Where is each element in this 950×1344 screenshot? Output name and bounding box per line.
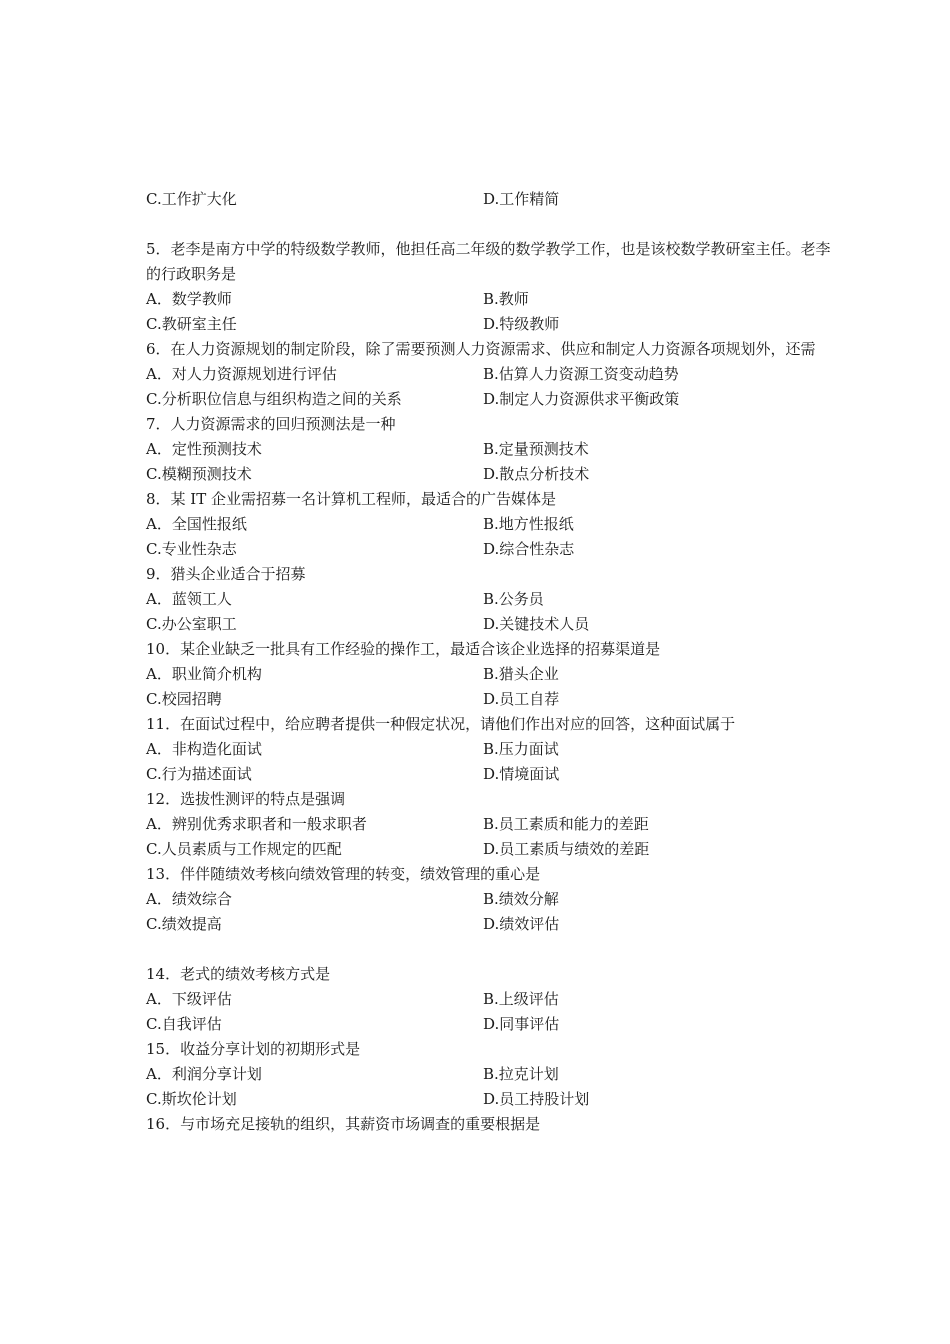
option-row (146, 387, 836, 412)
question-block (146, 487, 836, 562)
question-text: 8．某 IT 企业需招募一名计算机工程师，最适合的广告媒体是 (146, 490, 557, 508)
option-row (146, 437, 836, 462)
option-row (146, 537, 836, 562)
option-row (146, 1012, 836, 1037)
answer-option: A．非构造化面试 (146, 740, 262, 758)
option-row (146, 662, 836, 687)
question-block (146, 1037, 836, 1112)
answer-option: B.公务员 (483, 590, 544, 608)
question-block (146, 1112, 836, 1137)
answer-option: B.上级评估 (483, 990, 559, 1008)
answer-option: D.员工持股计划 (483, 1090, 590, 1108)
question-text: 10．某企业缺乏一批具有工作经验的操作工，最适合该企业选择的招募渠道是 (146, 640, 661, 658)
answer-option: C.斯坎伦计划 (146, 1090, 237, 1108)
option-row (146, 587, 836, 612)
answer-option: C.专业性杂志 (146, 540, 237, 558)
answer-option: D.员工自荐 (483, 690, 560, 708)
question-block (146, 962, 836, 1037)
question-block (146, 862, 836, 937)
answer-option: D.散点分析技术 (483, 465, 590, 483)
option-row (146, 762, 836, 787)
question-text: 7．人力资源需求的回归预测法是一种 (146, 415, 396, 433)
question-text: 13．伴伴随绩效考核向绩效管理的转变，绩效管理的重心是 (146, 865, 541, 883)
answer-option: A．辨别优秀求职者和一般求职者 (146, 815, 367, 833)
answer-option: D.绩效评估 (483, 915, 560, 933)
answer-option: C.绩效提高 (146, 915, 222, 933)
answer-option: B.地方性报纸 (483, 515, 574, 533)
question-block (146, 237, 836, 337)
question-block (146, 712, 836, 787)
answer-option: A．蓝领工人 (146, 590, 232, 608)
answer-option: B.压力面试 (483, 740, 559, 758)
answer-option: A．绩效综合 (146, 890, 232, 908)
option-row (146, 287, 836, 312)
answer-option: A．职业简介机构 (146, 665, 262, 683)
answer-option: D.制定人力资源供求平衡政策 (483, 390, 680, 408)
question-block (146, 337, 836, 412)
question-block (146, 187, 836, 212)
answer-option: C.模糊预测技术 (146, 465, 252, 483)
option-row (146, 887, 836, 912)
answer-option: B.员工素质和能力的差距 (483, 815, 649, 833)
answer-option: C.校园招聘 (146, 690, 222, 708)
answer-option: B.拉克计划 (483, 1065, 559, 1083)
answer-option: B.教师 (483, 290, 529, 308)
answer-option: D.同事评估 (483, 1015, 560, 1033)
option-row (146, 837, 836, 862)
question-text: 6．在人力资源规划的制定阶段，除了需要预测人力资源需求、供应和制定人力资源各项规划外，还需 (146, 340, 816, 358)
option-row (146, 812, 836, 837)
option-row (146, 362, 836, 387)
answer-option: D.工作精简 (483, 190, 560, 208)
answer-option: C.行为描述面试 (146, 765, 252, 783)
answer-option: D.员工素质与绩效的差距 (483, 840, 650, 858)
answer-option: C.分析职位信息与组织构造之间的关系 (146, 390, 402, 408)
answer-option: A．利润分享计划 (146, 1065, 262, 1083)
option-row (146, 462, 836, 487)
question-text: 5．老李是南方中学的特级数学教师，他担任高二年级的数学教学工作，也是该校数学教研室主任。老李的行政职务是 (146, 240, 831, 283)
answer-option: B.猎头企业 (483, 665, 559, 683)
option-row (146, 687, 836, 712)
answer-option: D.情境面试 (483, 765, 560, 783)
option-row (146, 612, 836, 637)
question-text: 14．老式的绩效考核方式是 (146, 965, 331, 983)
answer-option: C.办公室职工 (146, 615, 237, 633)
answer-option: D.关键技术人员 (483, 615, 590, 633)
answer-option: B.绩效分解 (483, 890, 559, 908)
question-text: 12．选拔性测评的特点是强调 (146, 790, 346, 808)
answer-option: A．下级评估 (146, 990, 232, 1008)
option-row (146, 187, 836, 212)
option-row (146, 512, 836, 537)
question-block (146, 787, 836, 862)
answer-option: B.估算人力资源工资变动趋势 (483, 365, 679, 383)
answer-option: C.工作扩大化 (146, 190, 237, 208)
answer-option: A．对人力资源规划进行评估 (146, 365, 337, 383)
question-block (146, 637, 836, 712)
answer-option: C.人员素质与工作规定的匹配 (146, 840, 342, 858)
option-row (146, 312, 836, 337)
answer-option: C.教研室主任 (146, 315, 237, 333)
answer-option: A．全国性报纸 (146, 515, 247, 533)
answer-option: A．定性预测技术 (146, 440, 262, 458)
answer-option: D.特级教师 (483, 315, 560, 333)
exam-document (146, 187, 836, 1137)
option-row (146, 1062, 836, 1087)
question-text: 11．在面试过程中，给应聘者提供一种假定状况，请他们作出对应的回答，这种面试属于 (146, 715, 736, 733)
question-text: 16．与市场充足接轨的组织，其薪资市场调查的重要根据是 (146, 1115, 541, 1133)
answer-option: D.综合性杂志 (483, 540, 575, 558)
option-row (146, 1087, 836, 1112)
option-row (146, 737, 836, 762)
option-row (146, 912, 836, 937)
question-text: 9．猎头企业适合于招募 (146, 565, 306, 583)
question-block (146, 412, 836, 487)
question-text: 15．收益分享计划的初期形式是 (146, 1040, 361, 1058)
answer-option: C.自我评估 (146, 1015, 222, 1033)
option-row (146, 987, 836, 1012)
answer-option: B.定量预测技术 (483, 440, 589, 458)
question-block (146, 562, 836, 637)
answer-option: A．数学教师 (146, 290, 232, 308)
